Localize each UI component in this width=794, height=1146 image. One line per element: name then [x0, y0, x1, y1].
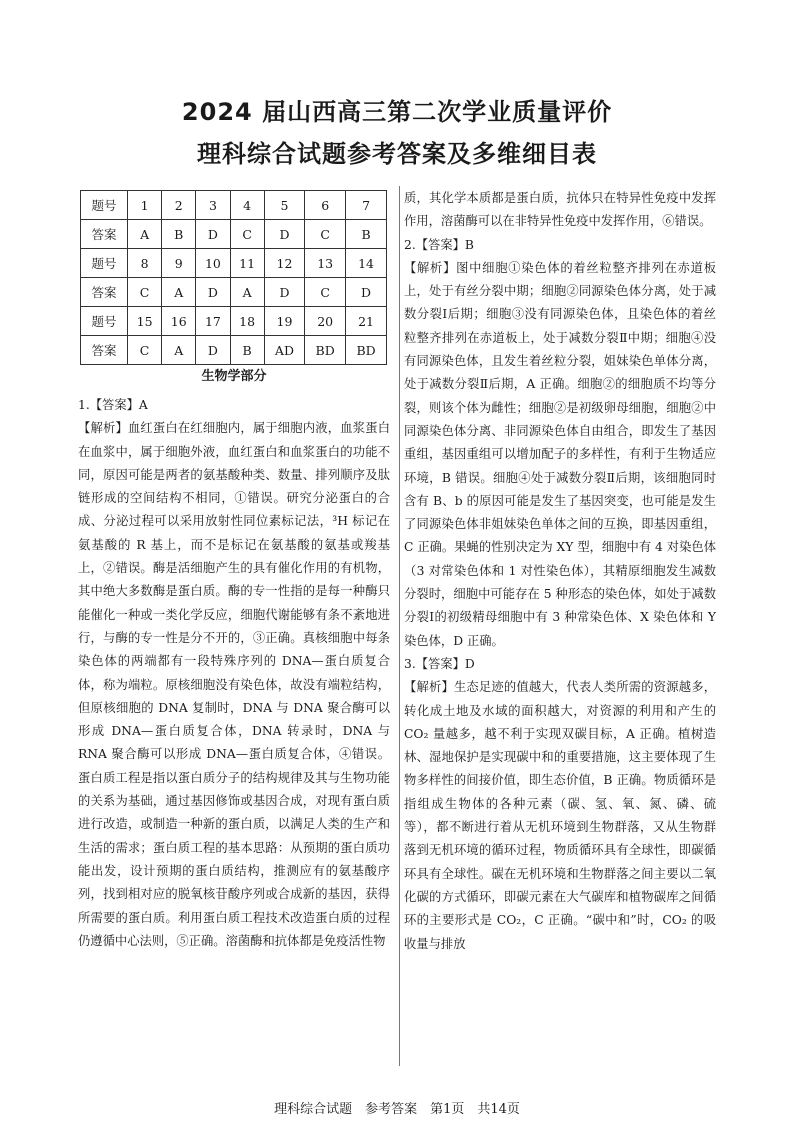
table-row	[81, 336, 387, 365]
table-cell: B	[346, 220, 387, 249]
table-cell: C	[128, 336, 162, 365]
table-cell: C	[305, 278, 346, 307]
table-cell: 13	[305, 249, 346, 278]
table-row	[81, 249, 387, 278]
row-label: 题号	[81, 307, 128, 336]
row-label: 题号	[81, 191, 128, 220]
table-cell: A	[162, 336, 196, 365]
table-cell: B	[162, 220, 196, 249]
q3-analysis: 【解析】生态足迹的值越大，代表人类所需的资源越多，转化成土地及水域的面积越大，对资源的利用和产生的 CO₂ 量越多，越不利于实现双碳目标，A 正确。植树造林、湿地保护是实现碳中和的重要措施，这主要体现了生物多样性的间接价值，即生态价值，B 正确。物质循环是指组成生物体的各种元素（碳、氢、氧、氮、磷、硫等），都不断进行着从无机环境到生物群落，又从生物群落到无机环境的循环过程，物质循环具有全球性，即碳循环具有全球性。碳在无机环境和生物群落之间主要以二氧化碳的方式循环，即碳元素在大气碳库和植物碳库之间循环的主要形式是 CO₂，C 正确。“碳中和”时，CO₂ 的吸收量与排放	[404, 680, 716, 951]
table-cell: D	[264, 278, 305, 307]
table-cell: 15	[128, 307, 162, 336]
table-cell: AD	[264, 336, 305, 365]
q3-answer: 3.【答案】D	[404, 656, 475, 671]
table-row	[81, 220, 387, 249]
document-subtitle: 理科综合试题参考答案及多维细目表	[197, 140, 597, 168]
table-cell: C	[230, 220, 264, 249]
table-cell: 18	[230, 307, 264, 336]
table-cell: 10	[196, 249, 230, 278]
table-cell: 14	[346, 249, 387, 278]
table-cell: A	[128, 220, 162, 249]
table-cell: 17	[196, 307, 230, 336]
table-cell: D	[196, 336, 230, 365]
table-cell: C	[128, 278, 162, 307]
table-cell: 16	[162, 307, 196, 336]
table-cell: D	[346, 278, 387, 307]
table-row	[81, 278, 387, 307]
q2-analysis: 【解析】图中细胞①染色体的着丝粒整齐排列在赤道板上，处于有丝分裂中期；细胞②同源染色体分离，处于减数分裂Ⅰ后期；细胞③没有同源染色体，且染色体的着丝粒整齐排列在赤道板上，处于减数分裂Ⅱ中期；细胞④没有同源染色体，且发生着丝粒分裂，姐妹染色单体分离，处于减数分裂Ⅱ后期，A 正确。细胞②的细胞质不均等分裂，则该个体为雌性；细胞②是初级卵母细胞，细胞②中同源染色体分离、非同源染色体自由组合，即发生了基因重组，基因重组可以增加配子的多样性，有利于生物适应环境，B 错误。细胞④处于减数分裂Ⅱ后期，该细胞同时含有 B、b 的原因可能是发生了基因突变，也可能是发生了同源染色体非姐妹染色单体之间的互换，即基因重组，C 正确。果蝇的性别决定为 XY 型，细胞中有 4 对染色体（3 对常染色体和 1 对性染色体），其精原细胞发生减数分裂时，细胞中可能存在 5 种形态的染色体，如处于减数分裂Ⅰ的初级精母细胞中有 3 种常染色体、X 染色体和 Y 染色体，D 正确。	[404, 260, 716, 648]
table-cell: BD	[305, 336, 346, 365]
table-cell: 5	[264, 191, 305, 220]
q1-analysis: 【解析】血红蛋白在红细胞内，属于细胞内液，血浆蛋白在血浆中，属于细胞外液，血红蛋白和血浆蛋白的功能不同，原因可能是两者的氨基酸种类、数量、排列顺序及肽链形成的空间结构不相同，①错误。研究分泌蛋白的合成、分泌过程可以采用放射性同位素标记法，³H 标记在氨基酸的 R 基上，而不是标记在氨基酸的氨基或羧基上，②错误。酶是活细胞产生的具有催化作用的有机物，其中绝大多数酶是蛋白质。酶的专一性指的是每一种酶只能催化一种或一类化学反应，细胞代谢能够有条不紊地进行，与酶的专一性是分不开的，③正确。真核细胞中每条染色体的两端都有一段特殊序列的 DNA—蛋白质复合体，称为端粒。原核细胞没有染色体，故没有端粒结构，但原核细胞的 DNA 复制时，DNA 与 DNA 聚合酶可以形成 DNA—蛋白质复合体，DNA 转录时，DNA 与 RNA 聚合酶可以形成 DNA—蛋白质复合体，④错误。蛋白质工程是指以蛋白质分子的结构规律及其与生物功能的关系为基础，通过基因修饰或基因合成，对现有蛋白质进行改造，或制造一种新的蛋白质，以满足人类的生产和生活的需求；蛋白质工程的基本思路：从预期的蛋白质功能出发，设计预期的蛋白质结构，推测应有的氨基酸序列，找到相对应的脱氧核苷酸序列或合成新的基因，获得所需要的蛋白质。利用蛋白质工程技术改造蛋白质的过程仍遵循中心法则，⑤正确。溶菌酶和抗体都是免疫活性物	[78, 421, 390, 948]
table-cell: D	[264, 220, 305, 249]
table-cell: 12	[264, 249, 305, 278]
table-cell: 21	[346, 307, 387, 336]
section-title: 生物学部分	[201, 369, 267, 384]
table-cell: D	[196, 220, 230, 249]
q1-answer: 1.【答案】A	[78, 398, 148, 412]
table-cell: A	[162, 278, 196, 307]
page-footer: 理科综合试题 参考答案 第1页 共14页	[274, 1102, 520, 1117]
table-row	[81, 307, 387, 336]
table-cell: 3	[196, 191, 230, 220]
answer-table	[80, 190, 387, 365]
right-column	[404, 187, 716, 956]
column-divider	[399, 186, 400, 1066]
row-label: 题号	[81, 249, 128, 278]
q1-analysis-continued: 质，其化学本质都是蛋白质，抗体只在特异性免疫中发挥作用，溶菌酶可以在非特异性免疫中发挥作用，⑥错误。	[404, 191, 716, 229]
table-cell: 8	[128, 249, 162, 278]
table-cell: 1	[128, 191, 162, 220]
table-cell: C	[305, 220, 346, 249]
left-column	[78, 394, 390, 953]
table-cell: 19	[264, 307, 305, 336]
document-title: 2024 届山西高三第二次学业质量评价	[181, 98, 613, 126]
table-cell: 9	[162, 249, 196, 278]
table-cell: 11	[230, 249, 264, 278]
table-cell: A	[230, 278, 264, 307]
row-label: 答案	[81, 278, 128, 307]
table-cell: 2	[162, 191, 196, 220]
table-cell: 20	[305, 307, 346, 336]
table-cell: BD	[346, 336, 387, 365]
table-cell: 6	[305, 191, 346, 220]
table-cell: 7	[346, 191, 387, 220]
table-cell: D	[196, 278, 230, 307]
table-cell: 4	[230, 191, 264, 220]
row-label: 答案	[81, 220, 128, 249]
table-row	[81, 191, 387, 220]
q2-answer: 2.【答案】B	[404, 237, 474, 252]
table-cell: B	[230, 336, 264, 365]
row-label: 答案	[81, 336, 128, 365]
